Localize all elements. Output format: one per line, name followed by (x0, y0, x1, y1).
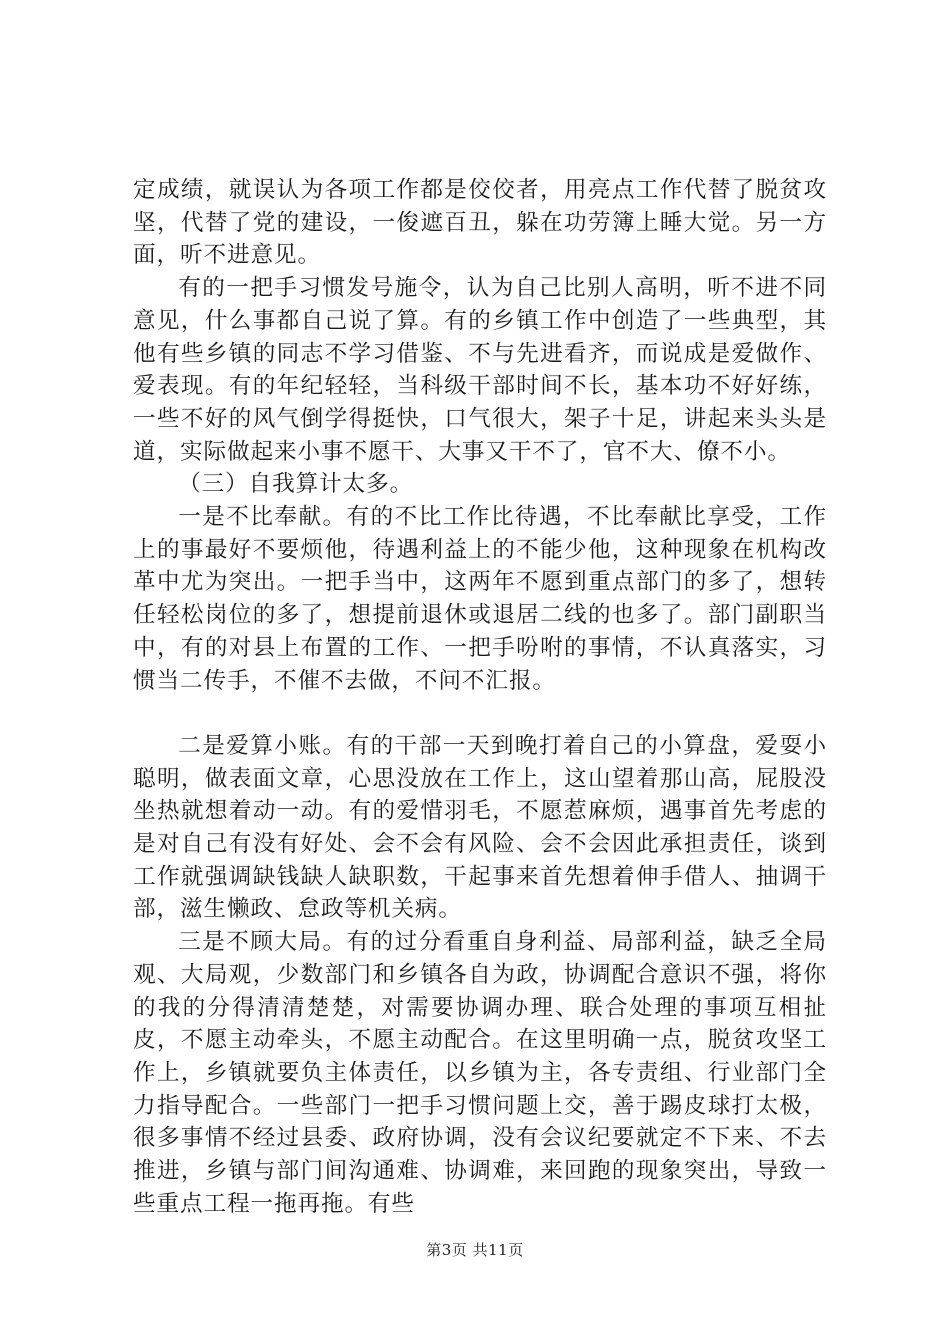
section-heading-self-calculation: （三）自我算计太多。 (178, 471, 414, 498)
paragraph-no-dedication: 一是不比奉献。有的不比工作比待遇，不比奉献比享受，工作上的事最好不要烦他，待遇利益上的不能少他，这种现象在机构改革中尤为突出。一把手当中，这两年不愿到重点部门的多了，想转任轻松岗位的多了，想提前退休或退居二线的也多了。部门副职当中，有的对县上布置的工作、一把手吩咐的事情，不认真落实，习惯当二传手，不催不去做，不问不汇报。 (133, 504, 827, 694)
paragraph-small-accounts: 二是爱算小账。有的干部一天到晚打着自己的小算盘，爱耍小聪明，做表面文章，心思没放在工作上，这山望着那山高，屁股没坐热就想着动一动。有的爱惜羽毛，不愿惹麻烦，遇事首先考虑的是对自己有没有好处、会不会有风险、会不会因此承担责任，谈到工作就强调缺钱缺人缺职数，干起事来首先想着伸手借人、抽调干部，滋生懒政、怠政等机关病。 (133, 732, 827, 923)
paragraph-continuation: 定成绩，就误认为各项工作都是佼佼者，用亮点工作代替了脱贫攻坚，代替了党的建设，一俊遮百丑，躲在功劳簿上睡大觉。另一方面，听不进意见。 (133, 177, 827, 269)
paragraph-leaders-dictate: 有的一把手习惯发号施令，认为自己比别人高明，听不进不同意见，什么事都自己说了算。有的乡镇工作中创造了一些典型，其他有些乡镇的同志不学习借鉴、不与先进看齐，而说成是爱做作、爱表现。有的年纪轻轻，当科级干部时间不长，基本功不好好练，一些不好的风气倒学得挺快，口气很大，架子十足，讲起来头头是道，实际做起来小事不愿干、大事又干不了，官不大、僚不小。 (133, 275, 827, 465)
paragraph-ignore-big-picture: 三是不顾大局。有的过分看重自身利益、局部利益，缺乏全局观、大局观，少数部门和乡镇各自为政，协调配合意识不强，将你的我的分得清清楚楚，对需要协调办理、联合处理的事项互相扯皮，不愿主动牵头，不愿主动配合。在这里明确一点，脱贫攻坚工作上，乡镇就要负主体责任，以乡镇为主，各专责组、行业部门全力指导配合。一些部门一把手习惯问题上交，善于踢皮球打太极，很多事情不经过县委、政府协调，没有会议纪要就定不下来、不去推进，乡镇与部门间沟通难、协调难，来回跑的现象突出，导致一些重点工程一拖再拖。有些 (133, 929, 827, 1217)
document-body (133, 174, 827, 1220)
page-footer: 第3页 共11页 (426, 1241, 524, 1259)
